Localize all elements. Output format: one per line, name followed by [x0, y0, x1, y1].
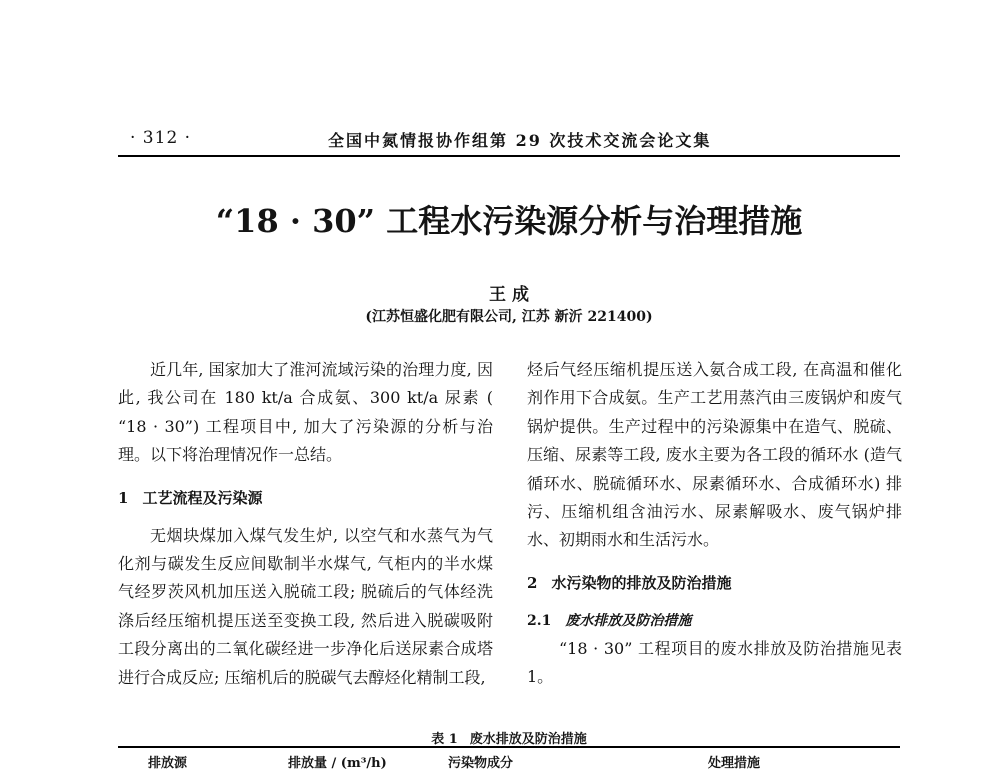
section-2-1-heading	[527, 607, 902, 635]
header-rule	[118, 155, 900, 157]
journal-name: 全国中氮情报协作组第 29 次技术交流会论文集	[328, 131, 712, 150]
table-header-row	[118, 752, 900, 772]
table-header-measures: 处理措施	[708, 756, 761, 771]
table-header-pollutants: 污染物成分	[448, 756, 514, 771]
section-1-heading	[118, 484, 493, 512]
section-2-title: 水污染物的排放及防治措施	[551, 573, 732, 592]
author-affiliation: (江苏恒盛化肥有限公司, 江苏 新沂 221400)	[365, 309, 653, 325]
table-caption-text: 废水排放及防治措施	[469, 732, 587, 747]
section-1-continuation: 烃后气经压缩机提压送入氨合成工段, 在高温和催化剂作用下合成氨。生产工艺用蒸汽由三废锅炉和废气锅炉提供。生产过程中的污染源集中在造气、脱硫、压缩、尿素等工段, 废水主要为各工段的循环水 (造气循环水、脱硫循环水、尿素循环水、合成循环水) 排污、压缩机组含油污水、尿素解吸水、废气锅炉排水、初期雨水和生活污水。	[527, 360, 902, 550]
section-2-1-paragraph: “18 · 30” 工程项目的废水排放及防治措施见表 1。	[527, 638, 902, 687]
section-2-1-number: 2.1	[527, 612, 552, 629]
running-header	[118, 126, 900, 154]
paper-title: “18 · 30” 工程水污染源分析与治理措施	[215, 202, 803, 240]
section-2-heading	[527, 569, 902, 597]
table-label: 表 1	[431, 732, 458, 747]
intro-paragraph: 近几年, 国家加大了淮河流域污染的治理力度, 因此, 我公司在 180 kt/a 合成氨、300 kt/a 尿素 ( “18 · 30”) 工程项目中, 加大了污染源的分析与治理。以下将治理情况作一总结。	[118, 360, 493, 465]
section-2-1-title: 废水排放及防治措施	[565, 612, 692, 629]
right-column	[527, 356, 902, 692]
table-header-source: 排放源	[148, 756, 188, 771]
table-top-rule	[118, 746, 900, 748]
left-column	[118, 356, 493, 692]
section-1-number: 1	[118, 488, 129, 507]
section-1-paragraph: 无烟块煤加入煤气发生炉, 以空气和水蒸气为气化剂与碳发生反应间歇制半水煤气, 气柜内的半水煤气经罗茨风机加压送入脱硫工段; 脱硫后的气体经洗涤后经压缩机提压送至变换工段, 然后进入脱碳吸附工段分离出的二氧化碳经进一步净化后送尿素合成塔进行合成反应; 压缩机后的脱碳气去醇烃化精制工段,	[118, 525, 493, 687]
section-2-number: 2	[527, 573, 538, 592]
table-header-volume: 排放量 / (m³/h)	[288, 756, 387, 771]
author-name: 王 成	[489, 285, 529, 305]
table-caption	[118, 728, 900, 747]
page-number: · 312 ·	[130, 128, 192, 148]
section-1-title: 工艺流程及污染源	[142, 488, 263, 507]
